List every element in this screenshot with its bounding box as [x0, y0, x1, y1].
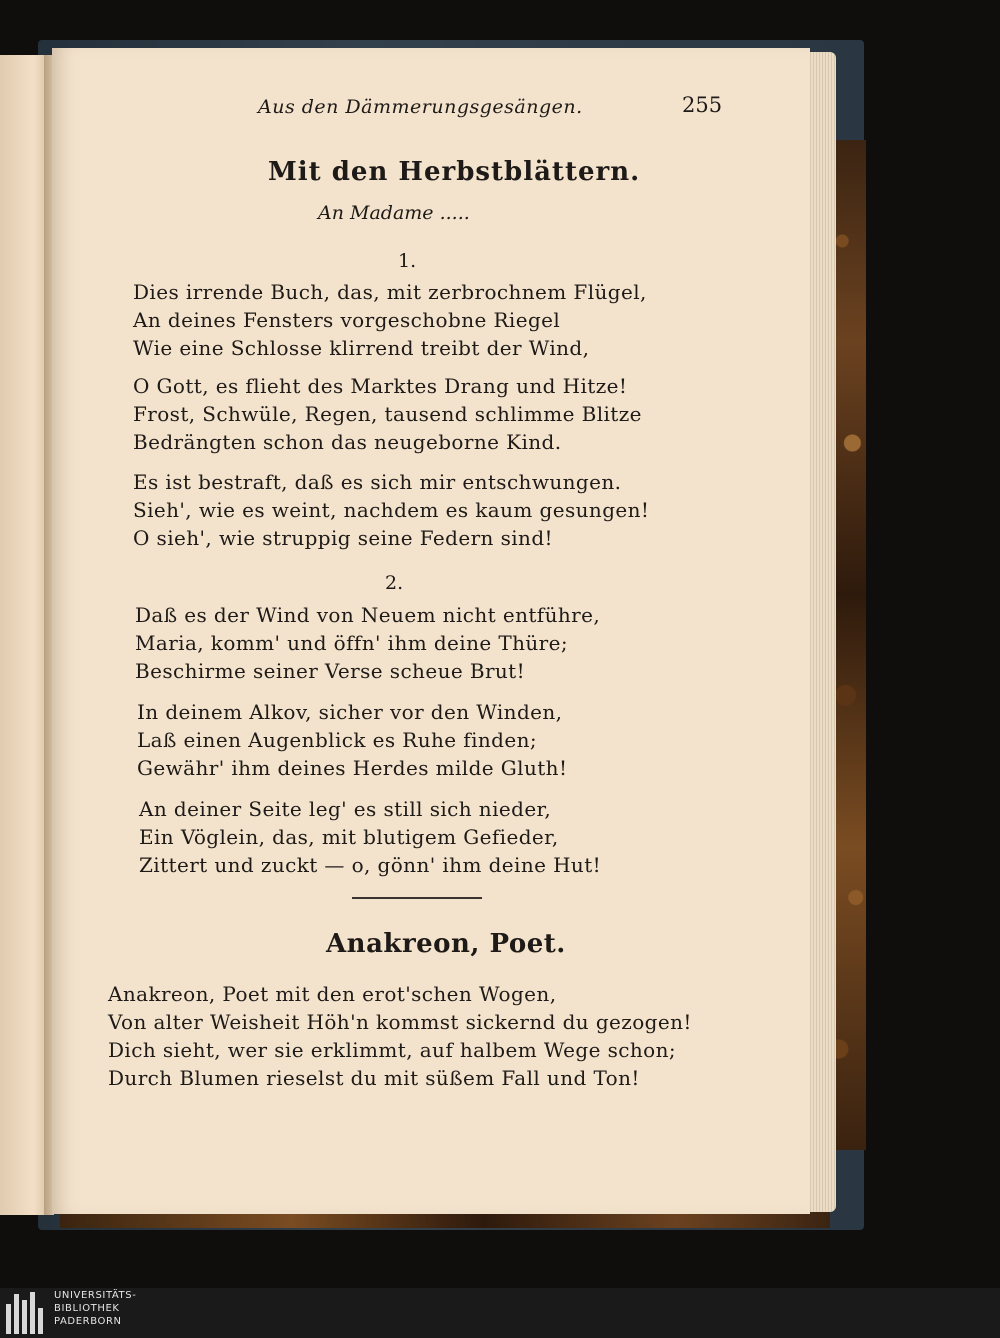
library-name-line: PADERBORN — [54, 1316, 122, 1327]
verse-line: Ein Vöglein, das, mit blutigem Gefieder, — [139, 825, 559, 849]
verse-line: Dies irrende Buch, das, mit zerbrochnem Flügel, — [133, 280, 647, 304]
verse-line: Zittert und zuckt — o, gönn' ihm deine Hut! — [139, 853, 602, 877]
poem-title: Mit den Herbstblättern. — [268, 157, 641, 187]
left-page — [0, 55, 48, 1215]
verse-line: Daß es der Wind von Neuem nicht entführe, — [135, 603, 601, 627]
verse-line: In deinem Alkov, sicher vor den Winden, — [137, 700, 563, 724]
poem-title: Anakreon, Poet. — [326, 929, 566, 959]
verse-line: Sieh', wie es weint, nachdem es kaum gesungen! — [133, 498, 650, 522]
marbled-cover-edge — [832, 140, 866, 1150]
verse-line: O sieh', wie struppig seine Federn sind! — [133, 526, 553, 550]
library-bars-logo-icon — [6, 1292, 48, 1334]
verse-line: An deiner Seite leg' es still sich nieder, — [139, 797, 552, 821]
library-name-line: BIBLIOTHEK — [54, 1303, 120, 1314]
verse-line: Dich sieht, wer sie erklimmt, auf halbem Wege schon; — [108, 1038, 677, 1062]
verse-line: An deines Fensters vorgeschobne Riegel — [133, 308, 561, 332]
page-number: 255 — [682, 93, 723, 117]
verse-line: Maria, komm' und öffn' ihm deine Thüre; — [135, 631, 568, 655]
verse-line: Durch Blumen rieselst du mit süßem Fall und Ton! — [108, 1066, 640, 1090]
verse-line: Laß einen Augenblick es Ruhe finden; — [137, 728, 538, 752]
section-number: 2. — [385, 572, 404, 594]
running-head: Aus den Dämmerungsgesängen. — [258, 96, 583, 118]
library-name-line: UNIVERSITÄTS- — [54, 1290, 137, 1301]
verse-line: Gewähr' ihm deines Herdes milde Gluth! — [137, 756, 568, 780]
verse-line: Es ist bestraft, daß es sich mir entschwungen. — [133, 470, 622, 494]
verse-line: Von alter Weisheit Höh'n kommst sickernd du gezogen! — [108, 1010, 692, 1034]
dedication: An Madame ..... — [318, 202, 470, 224]
verse-line: Bedrängten schon das neugeborne Kind. — [133, 430, 562, 454]
verse-line: O Gott, es flieht des Marktes Drang und Hitze! — [133, 374, 628, 398]
verse-line: Frost, Schwüle, Regen, tausend schlimme Blitze — [133, 402, 642, 426]
divider-rule — [352, 897, 482, 899]
library-footer — [0, 1288, 1000, 1338]
verse-line: Anakreon, Poet mit den erot'schen Wogen, — [108, 982, 557, 1006]
section-number: 1. — [398, 250, 417, 272]
verse-line: Wie eine Schlosse klirrend treibt der Wind, — [133, 336, 590, 360]
verse-line: Beschirme seiner Verse scheue Brut! — [135, 659, 526, 683]
